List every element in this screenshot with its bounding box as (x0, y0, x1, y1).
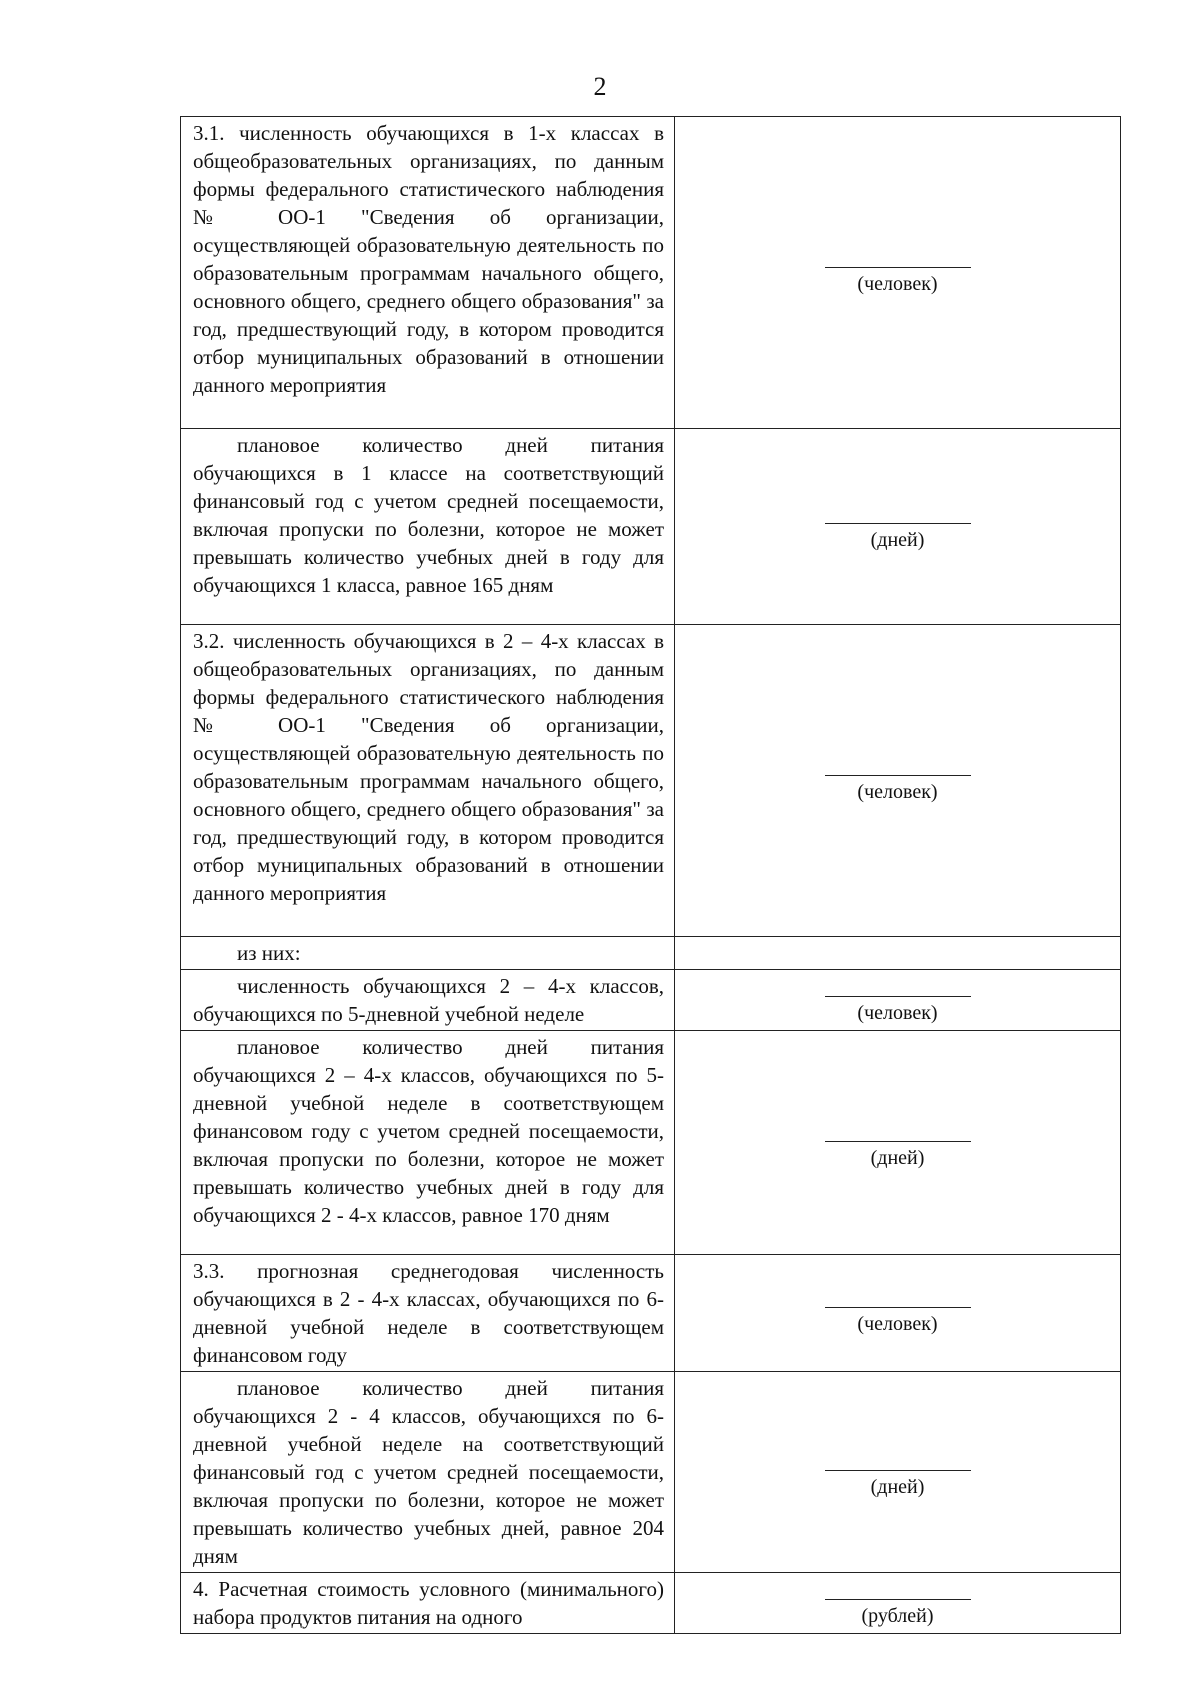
fill-in-line (825, 267, 971, 268)
unit-label: (человек) (675, 1307, 1120, 1336)
table-row (181, 1031, 1121, 1255)
table-row (181, 1372, 1121, 1573)
row-3-3-label: 3.3. прогнозная среднегодовая численность обучающихся в 2 - 4-х классах, обучающихся по 6-дневной учебной неделе в соответствующем финансовом году (181, 1255, 675, 1372)
fill-in-line (825, 996, 971, 997)
fill-in-line (825, 775, 971, 776)
row-of-them-value-cell (675, 937, 1121, 970)
table-row (181, 1573, 1121, 1634)
unit-label: (человек) (675, 775, 1120, 804)
row-4-label: 4. Расчетная стоимость условного (минимального) набора продуктов питания на одного (181, 1573, 675, 1634)
row-days-5day-value-cell[interactable] (675, 1031, 1121, 1255)
data-table (180, 116, 1121, 1634)
row-5day-count-value-cell[interactable] (675, 970, 1121, 1031)
row-3-2-label: 3.2. численность обучающихся в 2 – 4-х классах в общеобразовательных организациях, по данным формы федерального статистического наблюдения № ОО-1 "Сведения об организации, осуществляющей образовательную деятельность по образовательным программам начального общего, основного общего, среднего общего образования" за год, предшествующий году, в котором проводится отбор муниципальных образований в отношении данного мероприятия (181, 625, 675, 937)
row-days-6day-value-cell[interactable] (675, 1372, 1121, 1573)
row-days-5day-label: плановое количество дней питания обучающихся 2 – 4-х классов, обучающихся по 5-дневной учебной неделе в соответствующем финансовом году с учетом средней посещаемости, включая пропуски по болезни, которое не может превышать количество учебных дней в году для обучающихся 2 - 4-х классов, равное 170 дням (181, 1031, 675, 1255)
row-5day-count-label: численность обучающихся 2 – 4-х классов, обучающихся по 5-дневной учебной неделе (181, 970, 675, 1031)
unit-label: (дней) (675, 1141, 1120, 1170)
row-3-1-label: 3.1. численность обучающихся в 1-х классах в общеобразовательных организациях, по данным формы федерального статистического наблюдения № ОО-1 "Сведения об организации, осуществляющей образовательную деятельность по образовательным программам начального общего, основного общего, среднего общего образования" за год, предшествующий году, в котором проводится отбор муниципальных образований в отношении данного мероприятия (181, 117, 675, 429)
unit-label: (человек) (675, 267, 1120, 296)
fill-in-line (825, 1141, 971, 1142)
table-row (181, 117, 1121, 429)
unit-label: (человек) (675, 996, 1120, 1025)
table-row (181, 937, 1121, 970)
row-days-1-value-cell[interactable] (675, 429, 1121, 625)
row-days-1-label: плановое количество дней питания обучающихся в 1 классе на соответствующий финансовый год с учетом средней посещаемости, включая пропуски по болезни, которое не может превышать количество учебных дней в году для обучающихся 1 класса, равное 165 дням (181, 429, 675, 625)
row-3-1-value-cell[interactable] (675, 117, 1121, 429)
row-4-value-cell[interactable] (675, 1573, 1121, 1634)
row-days-6day-label: плановое количество дней питания обучающихся 2 - 4 классов, обучающихся по 6-дневной учебной неделе на соответствующий финансовый год с учетом средней посещаемости, включая пропуски по болезни, которое не может превышать количество учебных дней, равное 204 дням (181, 1372, 675, 1573)
unit-label: (рублей) (675, 1599, 1120, 1628)
fill-in-line (825, 1307, 971, 1308)
table-row (181, 970, 1121, 1031)
row-3-3-value-cell[interactable] (675, 1255, 1121, 1372)
table-row (181, 1255, 1121, 1372)
row-of-them-label: из них: (181, 937, 675, 970)
fill-in-line (825, 523, 971, 524)
fill-in-line (825, 1470, 971, 1471)
fill-in-line (825, 1599, 971, 1600)
table-row (181, 625, 1121, 937)
row-3-2-value-cell[interactable] (675, 625, 1121, 937)
page-number: 2 (593, 72, 607, 101)
unit-label: (дней) (675, 523, 1120, 552)
table-row (181, 429, 1121, 625)
unit-label: (дней) (675, 1470, 1120, 1499)
